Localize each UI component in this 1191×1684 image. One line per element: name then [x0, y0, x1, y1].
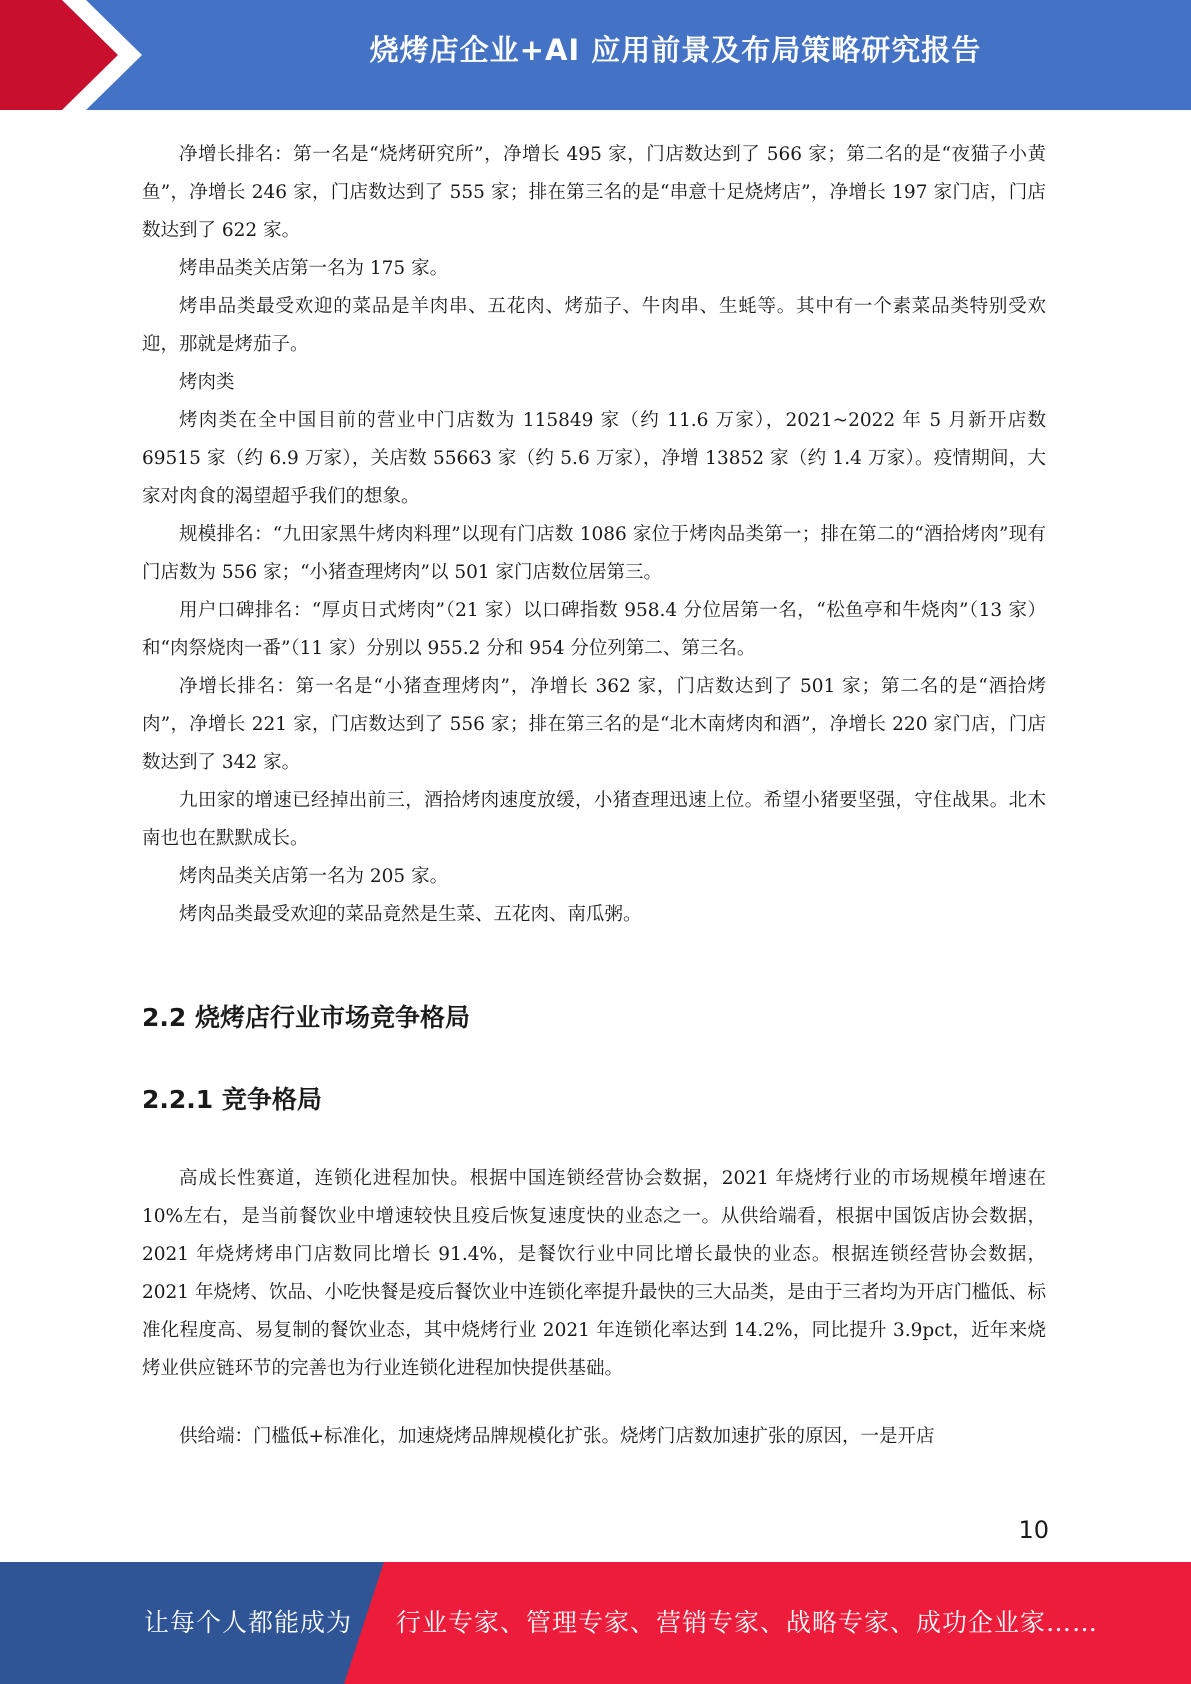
footer-slogan-left: 让每个人都能成为: [144, 1608, 353, 1637]
paragraph-scale-ranking: 规模排名：“九田家黑牛烤肉料理”以现有门店数 1086 家位于烤肉品类第一；排在第二的“酒拾烤肉”现有门店数为 556 家；“小猪查理烤肉”以 501 家门店数位居第三。: [142, 524, 1046, 583]
paragraph-reputation-ranking: 用户口碑排名：“厚贞日式烤肉”（21 家）以口碑指数 958.4 分位居第一名，“松鱼亭和牛烧肉”（13 家）和“肉祭烧肉一番”（11 家）分别以 955.2 分和 954 分位列第二、第三名。: [142, 600, 1046, 659]
paragraph-bbq-meat-popular-dishes: 烤肉品类最受欢迎的菜品竟然是生菜、五花肉、南瓜粥。: [179, 904, 642, 925]
paragraph-bbq-meat-store-counts: 烤肉类在全中国目前的营业中门店数为 115849 家（约 11.6 万家），2021~2022 年 5 月新开店数 69515 家（约 6.9 万家），关店数 55663 家（约 5.6 万家），净增 13852 家（约 1.4 万家）。疫情期间，大家对肉食的渴望超乎我们的想象。: [142, 410, 1046, 507]
page-content: [142, 136, 1046, 1456]
paragraph-supply-side: 供给端：门槛低+标准化，加速烧烤品牌规模化扩张。烧烤门店数加速扩张的原因，一是开店: [179, 1426, 935, 1447]
header-arrow-decoration: [0, 0, 150, 110]
section-heading: 2.2 烧烤店行业市场竞争格局: [142, 1003, 470, 1032]
page-number: 10: [1018, 1516, 1049, 1544]
page-header: [0, 0, 1191, 110]
paragraph-skewer-closures: 烤串品类关店第一名为 175 家。: [179, 258, 449, 279]
paragraph-skewer-popular-dishes: 烤串品类最受欢迎的菜品是羊肉串、五花肉、烤茄子、牛肉串、生蚝等。其中有一个素菜品类特别受欢迎，那就是烤茄子。: [142, 296, 1046, 355]
subsection-heading: 2.2.1 竞争格局: [142, 1085, 322, 1114]
paragraph-competition-landscape: 高成长性赛道，连锁化进程加快。根据中国连锁经营协会数据，2021 年烧烤行业的市场规模年增速在 10%左右，是当前餐饮业中增速较快且疫后恢复速度快的业态之一。从供给端看，根据中国饭店协会数据，2021 年烧烤烤串门店数同比增长 91.4%，是餐饮行业中同比增长最快的业态。根据连锁经营协会数据，2021 年烧烤、饮品、小吃快餐是疫后餐饮业中连锁化率提升最快的三大品类，是由于三者均为开店门槛低、标准化程度高、易复制的餐饮业态，其中烧烤行业 2021 年连锁化率达到 14.2%，同比提升 3.9pct，近年来烧烤业供应链环节的完善也为行业连锁化进程加快提供基础。: [142, 1168, 1046, 1379]
paragraph-net-growth-bbq-meat: 净增长排名：第一名是“小猪查理烤肉”，净增长 362 家，门店数达到了 501 家；第二名的是“酒拾烤肉”，净增长 221 家，门店数达到了 556 家；排在第三名的是“北木南烤肉和酒”，净增长 220 家门店，门店数达到了 342 家。: [142, 676, 1046, 773]
paragraph-bbq-meat-heading: 烤肉类: [179, 372, 235, 393]
report-title: 烧烤店企业+AI 应用前景及布局策略研究报告: [369, 33, 982, 67]
paragraph-bbq-meat-closures: 烤肉品类关店第一名为 205 家。: [179, 866, 449, 887]
page-footer: [0, 1562, 1191, 1684]
paragraph-growth-commentary: 九田家的增速已经掉出前三，酒拾烤肉速度放缓，小猪查理迅速上位。希望小猪要坚强，守住战果。北木南也也在默默成长。: [142, 790, 1046, 849]
paragraph-net-growth-skewers: 净增长排名：第一名是“烧烤研究所”，净增长 495 家，门店数达到了 566 家；第二名的是“夜猫子小黄鱼”，净增长 246 家，门店数达到了 555 家；排在第三名的是“串意十足烧烤店”，净增长 197 家门店，门店数达到了 622 家。: [142, 144, 1046, 241]
footer-slogan-right: 行业专家、管理专家、营销专家、战略专家、成功企业家……: [396, 1608, 1099, 1637]
